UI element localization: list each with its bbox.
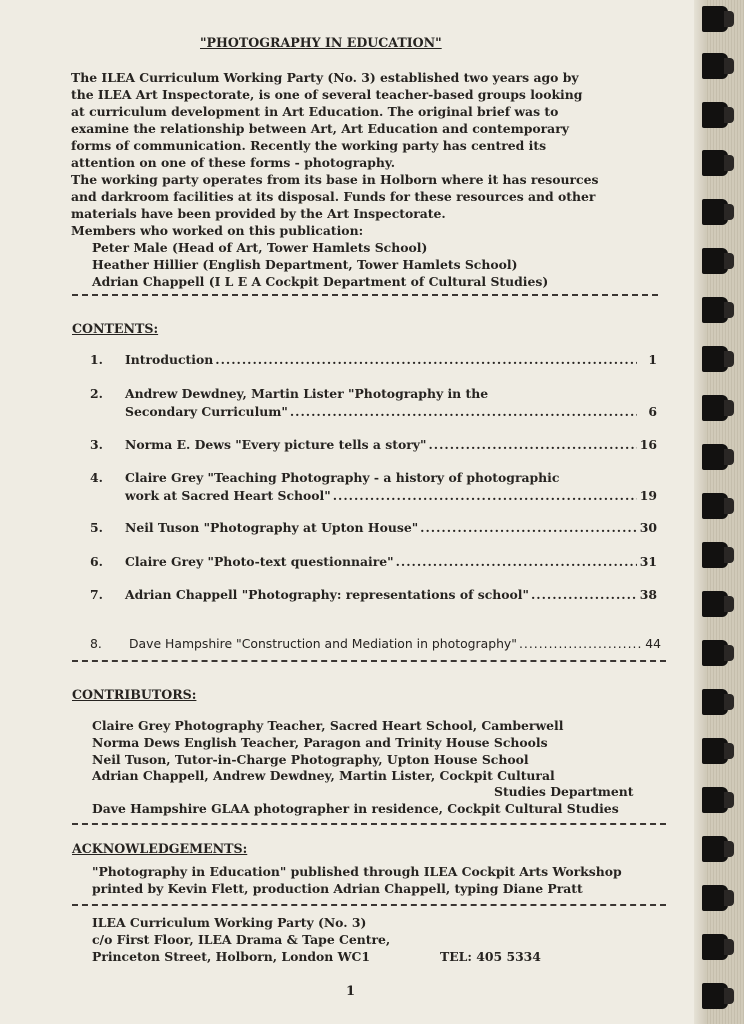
acknowledgement-line: "Photography in Education" published through ILEA Cockpit Arts Workshop <box>92 864 622 879</box>
toc-number: 8. <box>90 636 102 651</box>
binding-coil <box>702 836 728 862</box>
member-line: Heather Hillier (English Department, Tower Hamlets School) <box>92 257 518 272</box>
binding-coil <box>702 53 728 79</box>
binding-coil <box>702 248 728 274</box>
contributor-line: Norma Dews English Teacher, Paragon and Trinity House Schools <box>92 735 548 750</box>
intro-line: forms of communication. Recently the working party has centred its <box>71 138 547 153</box>
divider <box>72 904 666 906</box>
binding-coil <box>702 885 728 911</box>
toc-title: Norma E. Dews "Every picture tells a story" <box>125 437 427 452</box>
toc-entry <box>125 553 657 571</box>
toc-title: Claire Grey "Photo-text questionnaire" <box>125 554 394 569</box>
toc-title: Adrian Chappell "Photography: representations of school" <box>125 587 529 602</box>
intro-line: the ILEA Art Inspectorate, is one of several teacher-based groups looking <box>71 87 583 102</box>
binding-coil <box>702 591 728 617</box>
binding-coil <box>702 102 728 128</box>
binding-coil <box>702 199 728 225</box>
toc-leader <box>420 519 637 537</box>
toc-title: Dave Hampshire "Construction and Mediation in photography" <box>129 636 517 651</box>
toc-title: Claire Grey "Teaching Photography - a history of photographic <box>125 470 560 485</box>
address-line: Princeton Street, Holborn, London WC1 <box>92 949 371 964</box>
toc-title: Introduction <box>125 352 214 367</box>
toc-number: 6. <box>90 554 103 569</box>
toc-leader <box>531 586 637 604</box>
contributor-line: Studies Department <box>494 784 634 799</box>
spiral-binding <box>702 0 744 1024</box>
contributor-line: Neil Tuson, Tutor-in-Charge Photography, Upton House School <box>92 752 529 767</box>
divider <box>72 294 658 296</box>
toc-title-cont: Secondary Curriculum" <box>125 404 288 419</box>
toc-page: 30 <box>639 520 657 535</box>
binding-coil <box>702 6 728 32</box>
toc-entry <box>125 385 657 421</box>
toc-page: 16 <box>639 437 657 452</box>
contributors-heading: CONTRIBUTORS: <box>72 687 197 702</box>
binding-coil <box>702 395 728 421</box>
binding-coil <box>702 542 728 568</box>
contributor-line: Claire Grey Photography Teacher, Sacred Heart School, Camberwell <box>92 718 564 733</box>
toc-number: 2. <box>90 386 103 401</box>
binding-coil <box>702 346 728 372</box>
toc-entry <box>129 635 661 653</box>
binding-coil <box>702 150 728 176</box>
toc-entry <box>125 519 657 537</box>
intro-line: The ILEA Curriculum Working Party (No. 3) established two years ago by <box>71 70 579 85</box>
toc-title: Andrew Dewdney, Martin Lister "Photography in the <box>125 386 489 401</box>
divider <box>72 823 666 825</box>
toc-entry <box>125 586 657 604</box>
intro-line: and darkroom facilities at its disposal. Funds for these resources and other <box>71 189 596 204</box>
binding-coil <box>702 640 728 666</box>
acknowledgement-line: printed by Kevin Flett, production Adrian Chappell, typing Diane Pratt <box>92 881 583 896</box>
binding-coil <box>702 689 728 715</box>
toc-number: 5. <box>90 520 103 535</box>
toc-leader <box>428 436 637 454</box>
binding-coil <box>702 983 728 1009</box>
toc-page: 1 <box>648 352 657 367</box>
toc-number: 4. <box>90 470 103 485</box>
address-line: ILEA Curriculum Working Party (No. 3) <box>92 915 367 930</box>
divider <box>72 660 666 662</box>
toc-page: 44 <box>645 636 661 651</box>
member-line: Adrian Chappell (I L E A Cockpit Department of Cultural Studies) <box>92 274 549 289</box>
address-line: c/o First Floor, ILEA Drama & Tape Centre, <box>92 932 391 947</box>
toc-entry <box>125 351 657 369</box>
telephone: TEL: 405 5334 <box>440 949 541 964</box>
binding-coil <box>702 738 728 764</box>
intro-line: materials have been provided by the Art Inspectorate. <box>71 206 446 221</box>
binding-coil <box>702 934 728 960</box>
toc-number: 3. <box>90 437 103 452</box>
acknowledgements-heading: ACKNOWLEDGEMENTS: <box>72 841 248 856</box>
toc-leader <box>290 403 637 421</box>
binding-coil <box>702 444 728 470</box>
contributor-line: Dave Hampshire GLAA photographer in residence, Cockpit Cultural Studies <box>92 801 619 816</box>
member-line: Peter Male (Head of Art, Tower Hamlets School) <box>92 240 428 255</box>
contents-heading: CONTENTS: <box>72 321 159 336</box>
intro-line: Members who worked on this publication: <box>71 223 364 238</box>
toc-page: 6 <box>648 404 657 419</box>
intro-line: examine the relationship between Art, Art Education and contemporary <box>71 121 569 136</box>
toc-number: 1. <box>90 352 103 367</box>
toc-leader <box>215 351 637 369</box>
toc-title: Neil Tuson "Photography at Upton House" <box>125 520 419 535</box>
binding-coil <box>702 493 728 519</box>
toc-title-cont: work at Sacred Heart School" <box>125 488 331 503</box>
intro-line: attention on one of these forms - photography. <box>71 155 396 170</box>
toc-entry <box>125 469 657 505</box>
binding-coil <box>702 297 728 323</box>
page-title: "PHOTOGRAPHY IN EDUCATION" <box>200 35 442 50</box>
intro-line: The working party operates from its base in Holborn where it has resources <box>71 172 599 187</box>
toc-entry <box>125 436 657 454</box>
toc-leader <box>333 487 637 505</box>
toc-page: 31 <box>639 554 657 569</box>
toc-number: 7. <box>90 587 103 602</box>
toc-page: 19 <box>639 488 657 503</box>
toc-leader <box>519 635 641 653</box>
toc-leader <box>396 553 637 571</box>
intro-line: at curriculum development in Art Education. The original brief was to <box>71 104 559 119</box>
contributor-line: Adrian Chappell, Andrew Dewdney, Martin Lister, Cockpit Cultural <box>92 768 555 783</box>
page-number: 1 <box>346 984 356 999</box>
binding-coil <box>702 787 728 813</box>
toc-page: 38 <box>639 587 657 602</box>
